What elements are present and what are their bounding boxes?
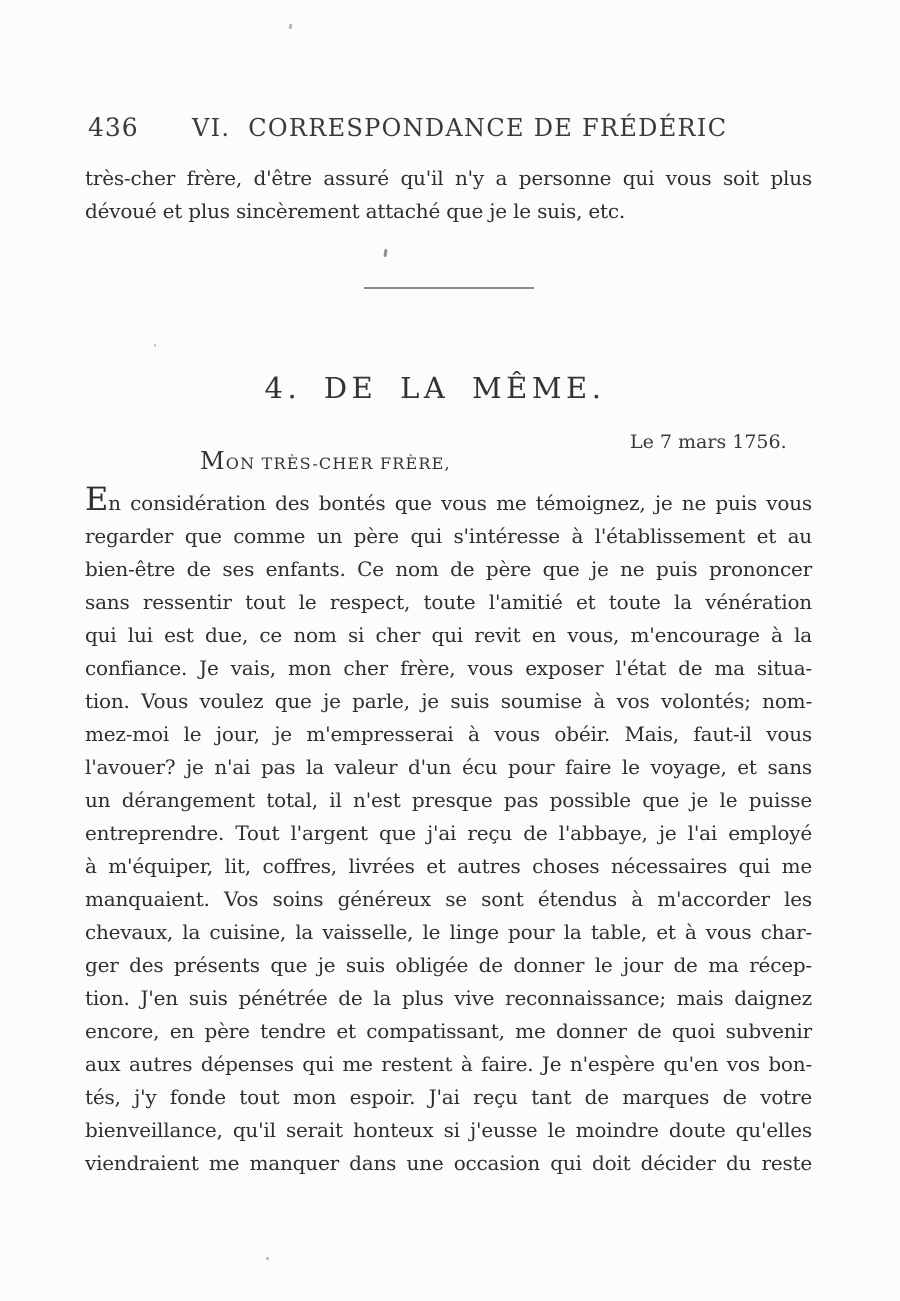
salutation-initial: M — [200, 447, 226, 475]
text-line: l'avouer? je n'ai pas la valeur d'un écu pour faire le voyage, et sans — [85, 755, 812, 779]
text-line: très-cher frère, d'être assuré qu'il n'y a personne qui vous soit plus — [85, 166, 812, 190]
text-line: encore, en père tendre et compatissant, me donner de quoi subvenir — [85, 1019, 812, 1043]
running-title: VI. CORRESPONDANCE DE FRÉDÉRIC — [192, 114, 728, 142]
text-line: tion. Vous voulez que je parle, je suis soumise à vos volontés; nom- — [85, 689, 812, 713]
text-line: confiance. Je vais, mon cher frère, vous exposer l'état de ma situa- — [85, 656, 812, 680]
section-divider — [364, 287, 534, 289]
letter-lines — [85, 520, 812, 1180]
letter-paragraph — [85, 480, 812, 1180]
salutation-rest: ON TRÈS-CHER FRÈRE, — [225, 454, 451, 473]
text-line: bienveillance, qu'il serait honteux si j'eusse le moindre doute qu'elles — [85, 1118, 812, 1142]
section-heading: 4. DE LA MÊME. — [264, 371, 606, 405]
text-line: ger des présents que je suis obligée de donner le jour de ma récep- — [85, 953, 812, 977]
text-line: qui lui est due, ce nom si cher qui revit en vous, m'encourage à la — [85, 623, 812, 647]
salutation — [200, 448, 451, 477]
text-line: entreprendre. Tout l'argent que j'ai reçu de l'abbaye, je l'ai employé — [85, 821, 812, 845]
text-line: un dérangement total, il n'est presque pas possible que je le puisse — [85, 788, 812, 812]
text-line: bien-être de ses enfants. Ce nom de père que je ne puis prononcer — [85, 557, 812, 581]
page-header — [0, 113, 900, 145]
ink-speck — [288, 24, 292, 30]
text-line: regarder que comme un père qui s'intéresse à l'établissement et au — [85, 524, 812, 548]
text-line: manquaient. Vos soins généreux se sont étendus à m'accorder les — [85, 887, 812, 911]
ink-speck — [154, 344, 156, 347]
text-line — [85, 480, 812, 520]
text-line: à m'équiper, lit, coffres, livrées et autres choses nécessaires qui me — [85, 854, 812, 878]
page-number: 436 — [88, 113, 139, 142]
text-line: mez-moi le jour, je m'empresserai à vous obéir. Mais, faut-il vous — [85, 722, 812, 746]
text-line: sans ressentir tout le respect, toute l'amitié et toute la vénération — [85, 590, 812, 614]
text-line: dévoué et plus sincèrement attaché que je le suis, etc. — [85, 199, 626, 223]
letter-date: Le 7 mars 1756. — [630, 431, 787, 453]
ink-speck — [383, 249, 387, 257]
text-line: tion. J'en suis pénétrée de la plus vive reconnaissance; mais daignez — [85, 986, 812, 1010]
text-line: tés, j'y fonde tout mon espoir. J'ai reçu tant de marques de votre — [85, 1085, 812, 1109]
text-line: viendraient me manquer dans une occasion qui doit décider du reste — [85, 1151, 812, 1175]
continuation-paragraph — [85, 162, 812, 228]
text-line: chevaux, la cuisine, la vaisselle, le linge pour la table, et à vous char- — [85, 920, 812, 944]
text-line: aux autres dépenses qui me restent à faire. Je n'espère qu'en vos bon- — [85, 1052, 812, 1076]
first-line-text: n considération des bontés que vous me témoignez, je ne puis vous — [108, 491, 812, 515]
ink-speck — [266, 1257, 269, 1260]
drop-cap-initial: E — [85, 480, 109, 518]
